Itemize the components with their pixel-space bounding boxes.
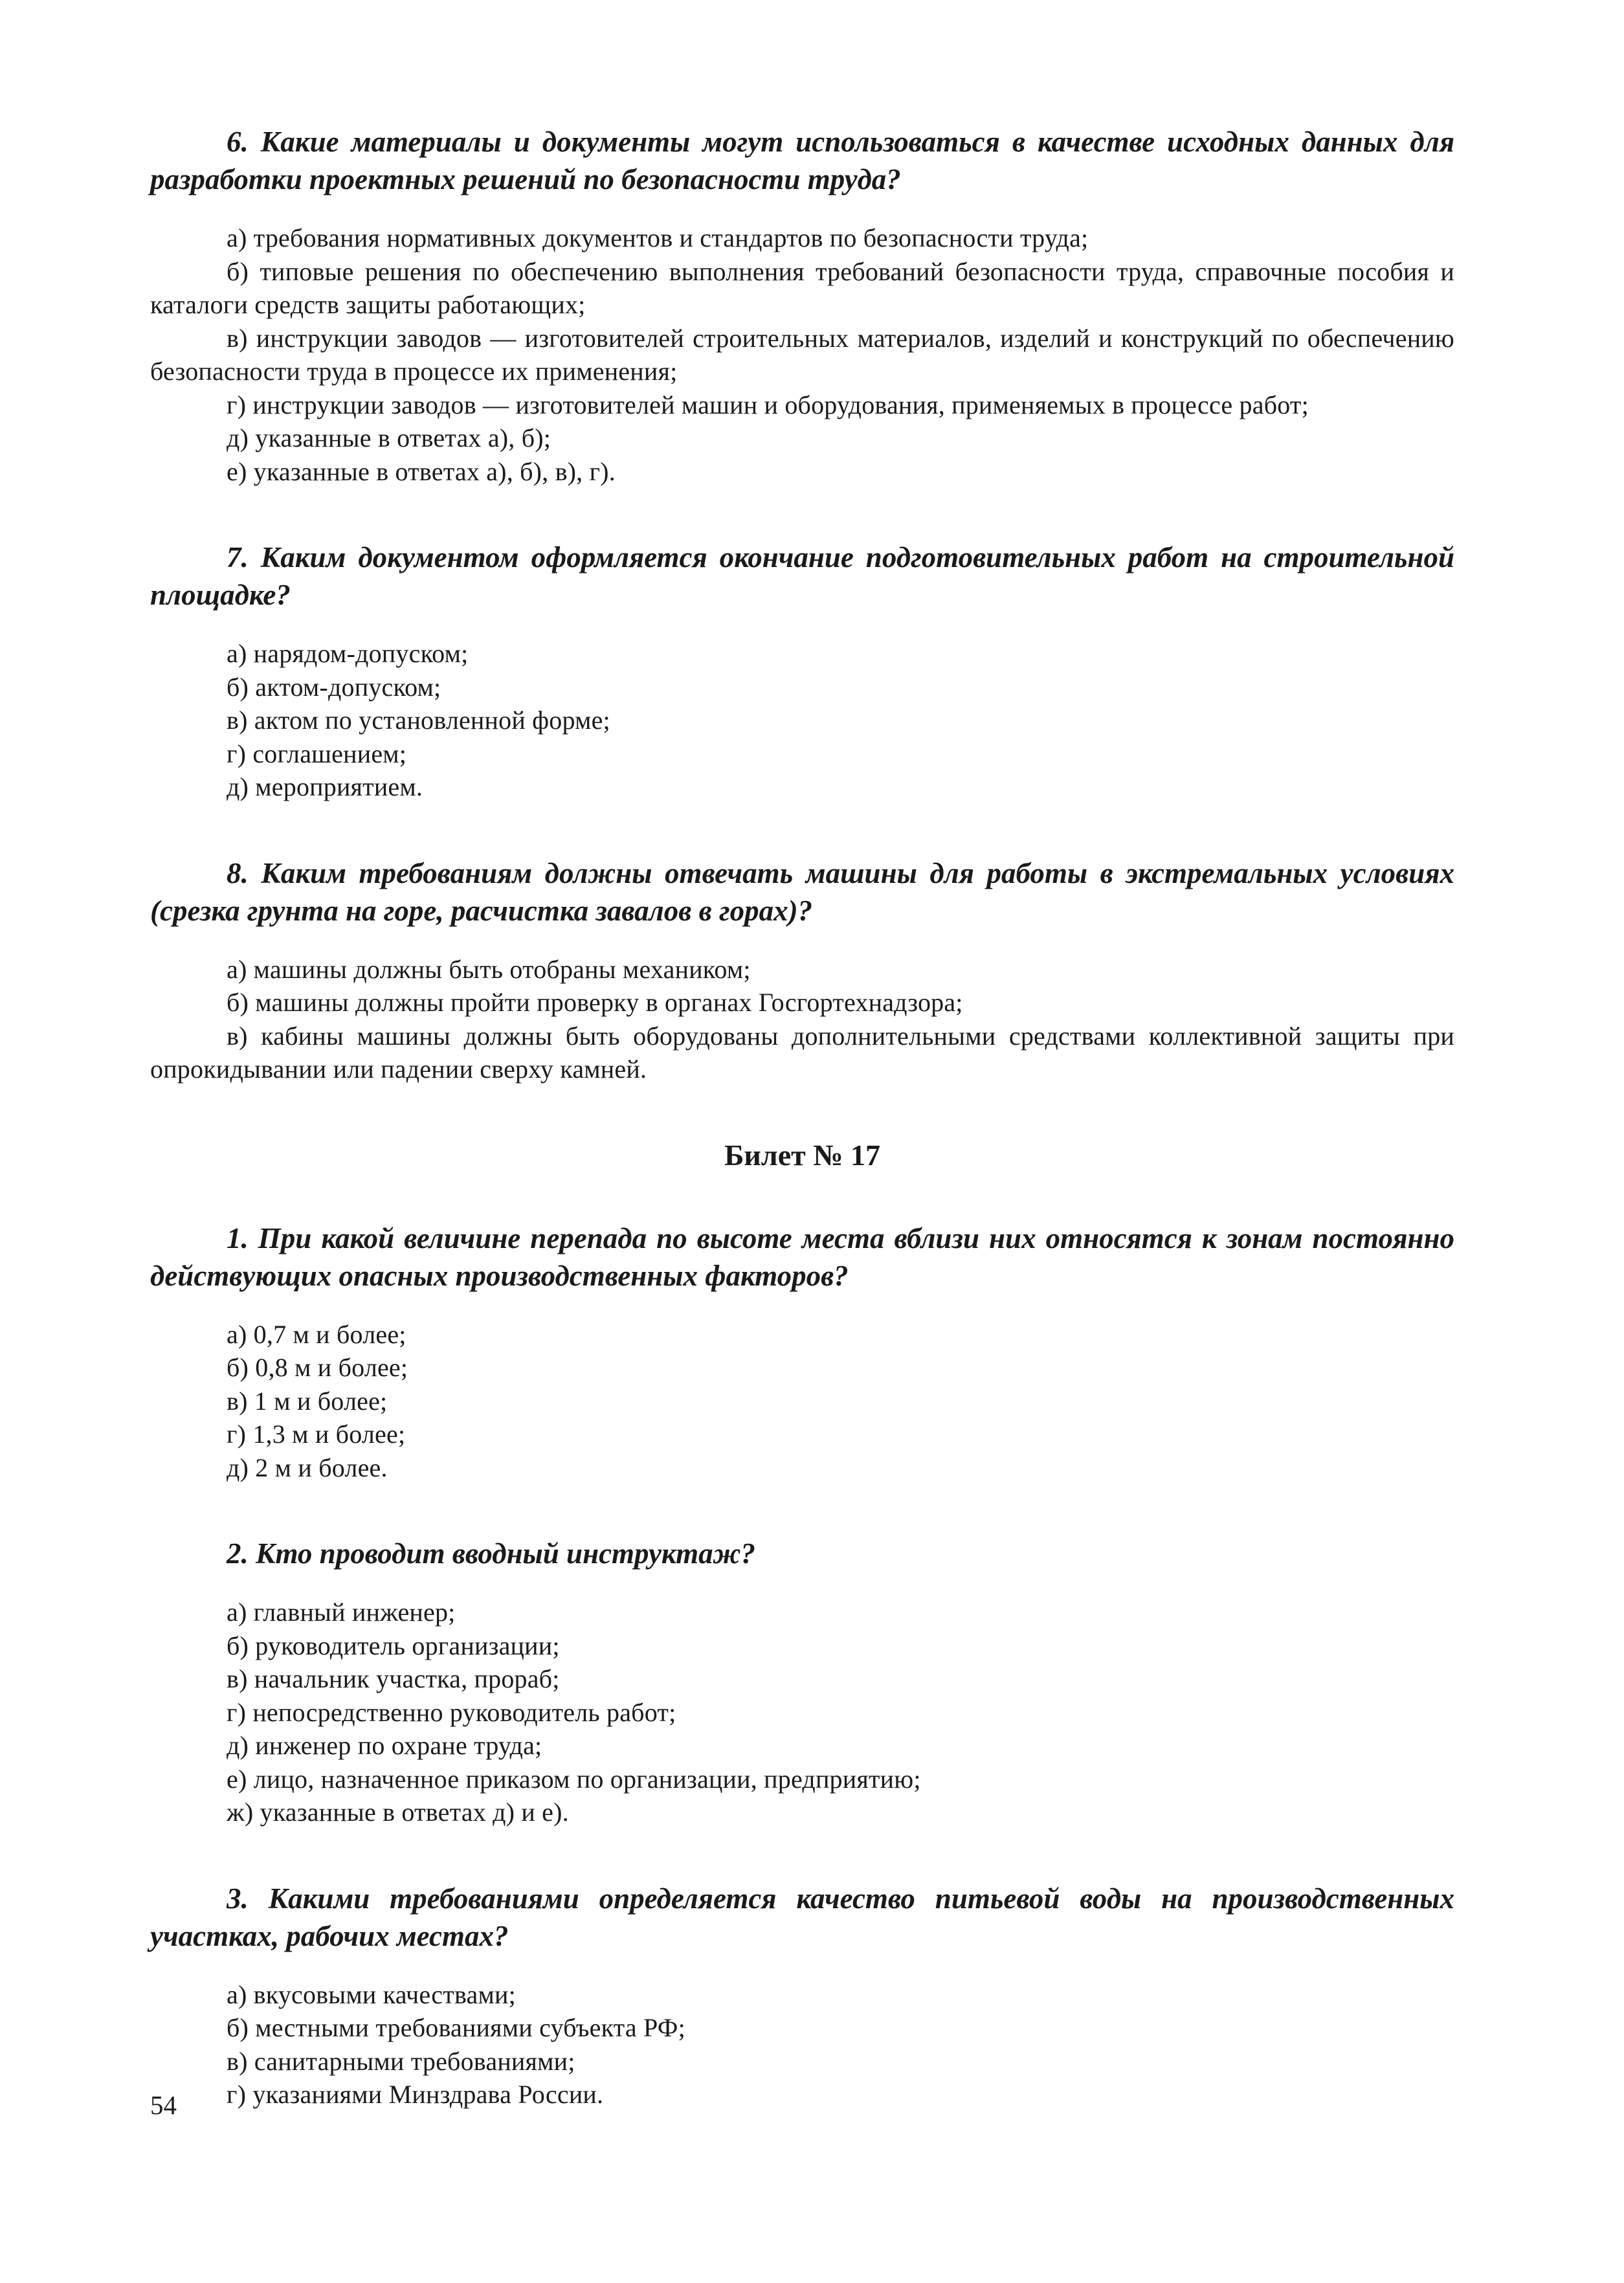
answer-option: д) мероприятием.: [227, 772, 423, 801]
answer-option: г) инструкции заводов — изготовителей машин и оборудования, применяемых в процессе работ;: [227, 390, 1309, 419]
question-text: 3. Какими требованиями определяется качество питьевой воды на производственных участках, рабочих местах?: [150, 1882, 1454, 1952]
answer-option: ж) указанные в ответах д) и е).: [227, 1798, 569, 1827]
answer-list: [150, 1978, 1454, 2111]
answer-option: б) руководитель организации;: [227, 1631, 560, 1660]
answer-option: а) вкусовыми качествами;: [227, 1979, 516, 2009]
answer-option: е) указанные в ответах а), б), в), г).: [227, 456, 616, 486]
question-text: 6. Какие материалы и документы могут использоваться в качестве исходных данных для разработки проектных решений по безопасности труда?: [150, 126, 1454, 195]
answer-list: [150, 953, 1454, 1086]
answer-option: а) требования нормативных документов и стандартов по безопасности труда;: [227, 223, 1089, 252]
answer-option: д) указанные в ответах а), б);: [227, 423, 551, 452]
question-block: [150, 854, 1454, 1086]
question-block: [150, 539, 1454, 804]
answer-option: г) непосредственно руководитель работ;: [227, 1697, 676, 1727]
answer-option: г) соглашением;: [227, 739, 407, 768]
answer-option: в) 1 м и более;: [227, 1386, 388, 1416]
answer-option: д) инженер по охране труда;: [227, 1731, 542, 1760]
answer-option: в) кабины машины должны быть оборудованы дополнительными средствами коллективной защиты при опрокидывании или падении сверху камней.: [150, 1021, 1454, 1084]
answer-option: г) 1,3 м и более;: [227, 1420, 406, 1449]
page-number: 54: [150, 2090, 177, 2120]
answer-option: г) указаниями Минздрава России.: [227, 2080, 604, 2109]
answer-option: д) 2 м и более.: [227, 1453, 388, 1482]
answer-option: б) типовые решения по обеспечению выполнения требований безопасности труда, справочные пособия и каталоги средств защиты работающих;: [150, 256, 1454, 319]
answer-list: [150, 637, 1454, 804]
answer-option: в) инструкции заводов — изготовителей строительных материалов, изделий и конструкций по обеспечению безопасности труда в процессе их применения;: [150, 323, 1454, 386]
answer-list: [150, 1318, 1454, 1485]
answer-list: [150, 221, 1454, 488]
question-block: [150, 1535, 1454, 1829]
answer-option: а) машины должны быть отобраны механиком;: [227, 954, 751, 984]
ticket-title: Билет № 17: [724, 1138, 880, 1172]
answer-option: в) санитарными требованиями;: [227, 2046, 575, 2076]
answer-option: в) актом по установленной форме;: [227, 706, 610, 735]
page-body: [150, 123, 1454, 2162]
question-text: 2. Кто проводит вводный инструктаж?: [227, 1537, 755, 1570]
answer-option: е) лицо, назначенное приказом по организации, предприятию;: [227, 1764, 921, 1794]
answer-option: а) нарядом-допуском;: [227, 639, 469, 668]
answer-option: б) машины должны пройти проверку в органах Госгортехнадзора;: [227, 988, 963, 1017]
question-text: 1. При какой величине перепада по высоте места вблизи них относятся к зонам постоянно действующих опасных производственных факторов?: [150, 1221, 1454, 1292]
answer-option: б) местными требованиями субъекта РФ;: [227, 2013, 685, 2042]
question-block: [150, 123, 1454, 488]
answer-option: а) главный инженер;: [227, 1598, 456, 1627]
question-text: 7. Каким документом оформляется окончание подготовительных работ на строительной площадке?: [150, 541, 1454, 611]
question-block: [150, 1880, 1454, 2111]
answer-list: [150, 1596, 1454, 1829]
question-text: 8. Каким требованиям должны отвечать машины для работы в экстремальных условиях (срезка грунта на горе, расчистка завалов в горах)?: [150, 856, 1454, 927]
answer-option: а) 0,7 м и более;: [227, 1319, 406, 1349]
answer-option: б) актом-допуском;: [227, 672, 441, 702]
question-block: [150, 1219, 1454, 1485]
answer-option: б) 0,8 м и более;: [227, 1353, 408, 1382]
answer-option: в) начальник участка, прораб;: [227, 1664, 560, 1693]
